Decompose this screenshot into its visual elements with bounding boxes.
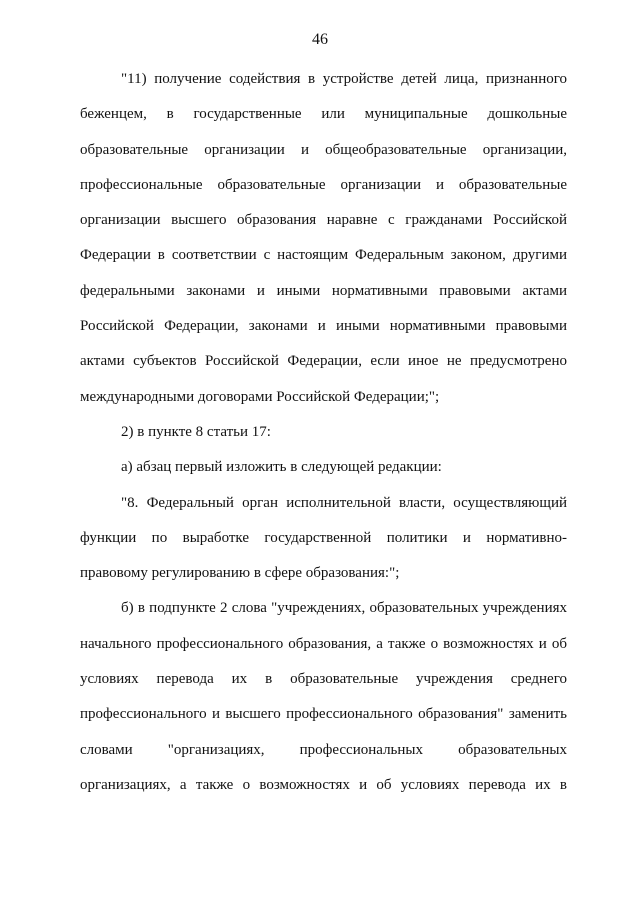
text-line: международными договорами Российской Федерации;"; [80, 388, 440, 405]
page-number: 46 [312, 31, 328, 48]
text-line: организациях, а также о возможностях и об условиях перевода их в [80, 776, 567, 793]
text-line: 2) в пункте 8 статьи 17: [121, 423, 271, 440]
text-line: словами "организациях, профессиональных образовательных [80, 741, 567, 758]
text-line: правовому регулированию в сфере образования:"; [80, 565, 400, 582]
document-body [80, 62, 567, 803]
text-line: а) абзац первый изложить в следующей редакции: [121, 459, 442, 476]
text-line: организации высшего образования наравне с гражданами Российской [80, 212, 567, 229]
text-line: федеральными законами и иными нормативными правовыми актами [80, 282, 567, 299]
text-line: "8. Федеральный орган исполнительной власти, осуществляющий [121, 494, 567, 511]
text-line: Российской Федерации, законами и иными нормативными правовыми [80, 318, 567, 335]
text-line: образовательные организации и общеобразовательные организации, [80, 141, 567, 158]
text-line: профессиональные образовательные организации и образовательные [80, 176, 567, 193]
text-line: профессионального и высшего профессионального образования" заменить [80, 706, 567, 723]
text-line: "11) получение содействия в устройстве детей лица, признанного [121, 71, 567, 87]
text-line: актами субъектов Российской Федерации, если иное не предусмотрено [80, 353, 567, 370]
text-line: б) в подпункте 2 слова "учреждениях, образовательных учреждениях [121, 600, 567, 617]
text-line: функции по выработке государственной политики и нормативно- [80, 529, 567, 546]
text-line: условиях перевода их в образовательные учреждения среднего [80, 671, 567, 688]
text-line: начального профессионального образования, а также о возможностях и об [80, 635, 567, 652]
text-line: беженцем, в государственные или муниципальные дошкольные [80, 106, 567, 123]
text-line: Федерации в соответствии с настоящим Федеральным законом, другими [80, 247, 567, 264]
